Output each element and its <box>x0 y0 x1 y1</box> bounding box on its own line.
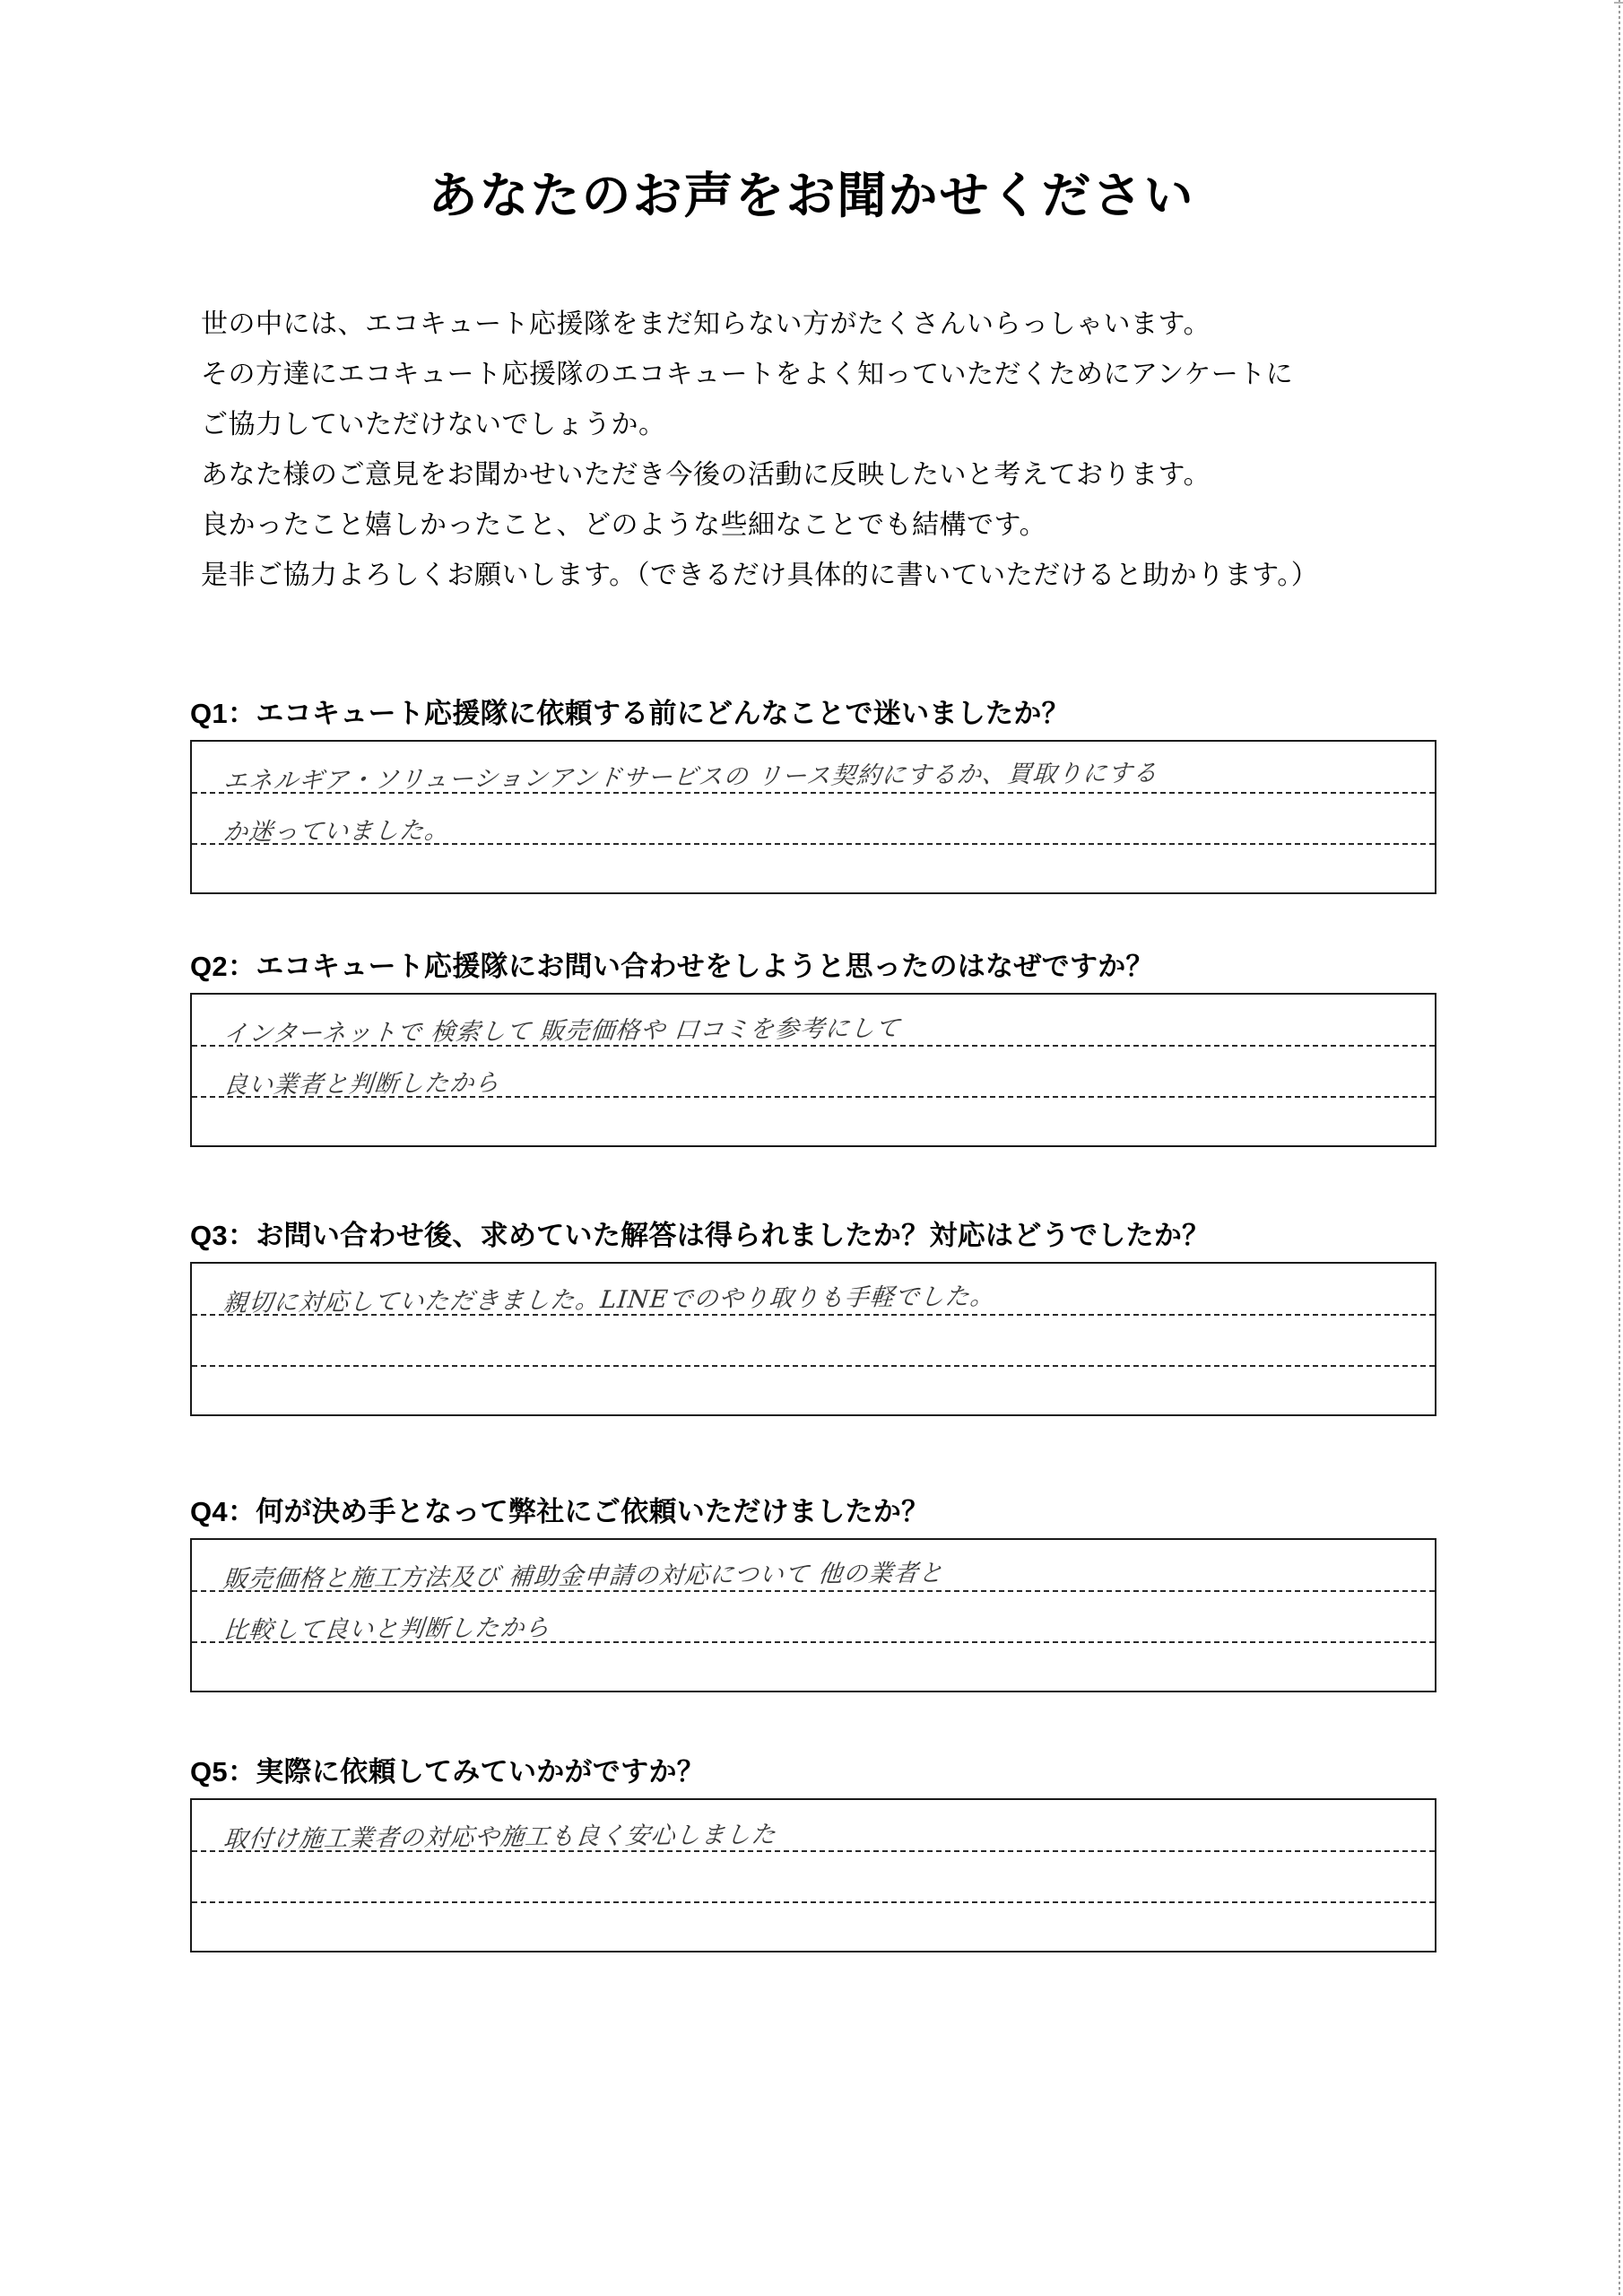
scan-edge-right <box>1619 0 1620 2296</box>
intro-line: ご協力していただけないでしょうか。 <box>201 410 666 439</box>
ruled-line <box>192 792 1435 794</box>
handwritten-line <box>223 1324 1417 1335</box>
answer-box-q5[interactable] <box>190 1798 1436 1952</box>
answer-box-q1[interactable] <box>190 740 1436 894</box>
handwritten-answer-q4 <box>192 1540 1435 1691</box>
scan-edge-top <box>1614 2 1623 4</box>
question-label-q2: Q2：エコキュート応援隊にお問い合わせをしようと思ったのはなぜですか？ <box>190 951 1154 982</box>
page-title: あなたのお声をお聞かせください <box>428 168 1195 223</box>
intro-line: 世の中には、エコキュート応援隊をまだ知らない方がたくさんいらっしゃいます。 <box>201 309 1211 339</box>
intro-line: 是非ご協力よろしくお願いします。（できるだけ具体的に書いていただけると助かります。） <box>201 561 1319 590</box>
question-block-q3 <box>190 1213 1436 1416</box>
question-label-q3: Q3：お問い合わせ後、求めていた解答は得られましたか？対応はどうでしたか？ <box>190 1220 1211 1251</box>
ruled-line <box>192 1045 1435 1047</box>
question-block-q1 <box>190 691 1436 894</box>
handwritten-line <box>223 1860 1417 1871</box>
intro-line: その方達にエコキュート応援隊のエコキュートをよく知っていただくためにアンケートに <box>201 360 1294 389</box>
question-block-q5 <box>190 1749 1436 1952</box>
handwritten-line: エネルギア・ソリューションアンドサービスの リース契約にするか、買取りにする <box>221 759 1159 796</box>
intro-line: 良かったこと嬉しかったこと、どのような些細なことでも結構です。 <box>201 510 1047 540</box>
ruled-line <box>192 1901 1435 1903</box>
handwritten-line: か迷っていました。 <box>221 816 451 847</box>
handwritten-line: 親切に対応していただきました。LINEでのやり取りも手軽でした。 <box>221 1283 997 1318</box>
answer-box-q3[interactable] <box>190 1262 1436 1416</box>
ruled-line <box>192 1641 1435 1643</box>
handwritten-line: 良い業者と判断したから <box>221 1069 501 1100</box>
question-block-q4 <box>190 1489 1436 1692</box>
handwritten-answer-q3 <box>192 1264 1435 1414</box>
handwritten-answer-q2 <box>192 995 1435 1145</box>
handwritten-line: 比較して良いと判断したから <box>221 1613 551 1645</box>
handwritten-line: 取付け施工業者の対応や施工も良く安心しました <box>221 1821 778 1854</box>
ruled-line <box>192 1365 1435 1367</box>
ruled-line <box>192 843 1435 845</box>
handwritten-answer-q5 <box>192 1800 1435 1951</box>
handwritten-line: 販売価格と施工方法及び 補助金申請の対応について 他の業者と <box>221 1559 945 1594</box>
intro-paragraph <box>201 300 1474 601</box>
question-label-q1: Q1：エコキュート応援隊に依頼する前にどんなことで迷いましたか？ <box>190 698 1070 729</box>
handwritten-line: インターネットで 検索して 販売価格や 口コミを参考にして <box>221 1014 902 1048</box>
handwritten-answer-q1 <box>192 742 1435 892</box>
ruled-line <box>192 1590 1435 1592</box>
ruled-line <box>192 1850 1435 1852</box>
answer-box-q2[interactable] <box>190 993 1436 1147</box>
question-block-q2 <box>190 944 1436 1147</box>
ruled-line <box>192 1314 1435 1316</box>
question-label-q5: Q5：実際に依頼してみていかがですか？ <box>190 1756 706 1787</box>
ruled-line <box>192 1096 1435 1098</box>
intro-line: あなた様のご意見をお聞かせいただき今後の活動に反映したいと考えております。 <box>201 460 1211 490</box>
answer-box-q4[interactable] <box>190 1538 1436 1692</box>
question-label-q4: Q4：何が決め手となって弊社にご依頼いただけましたか？ <box>190 1496 930 1527</box>
